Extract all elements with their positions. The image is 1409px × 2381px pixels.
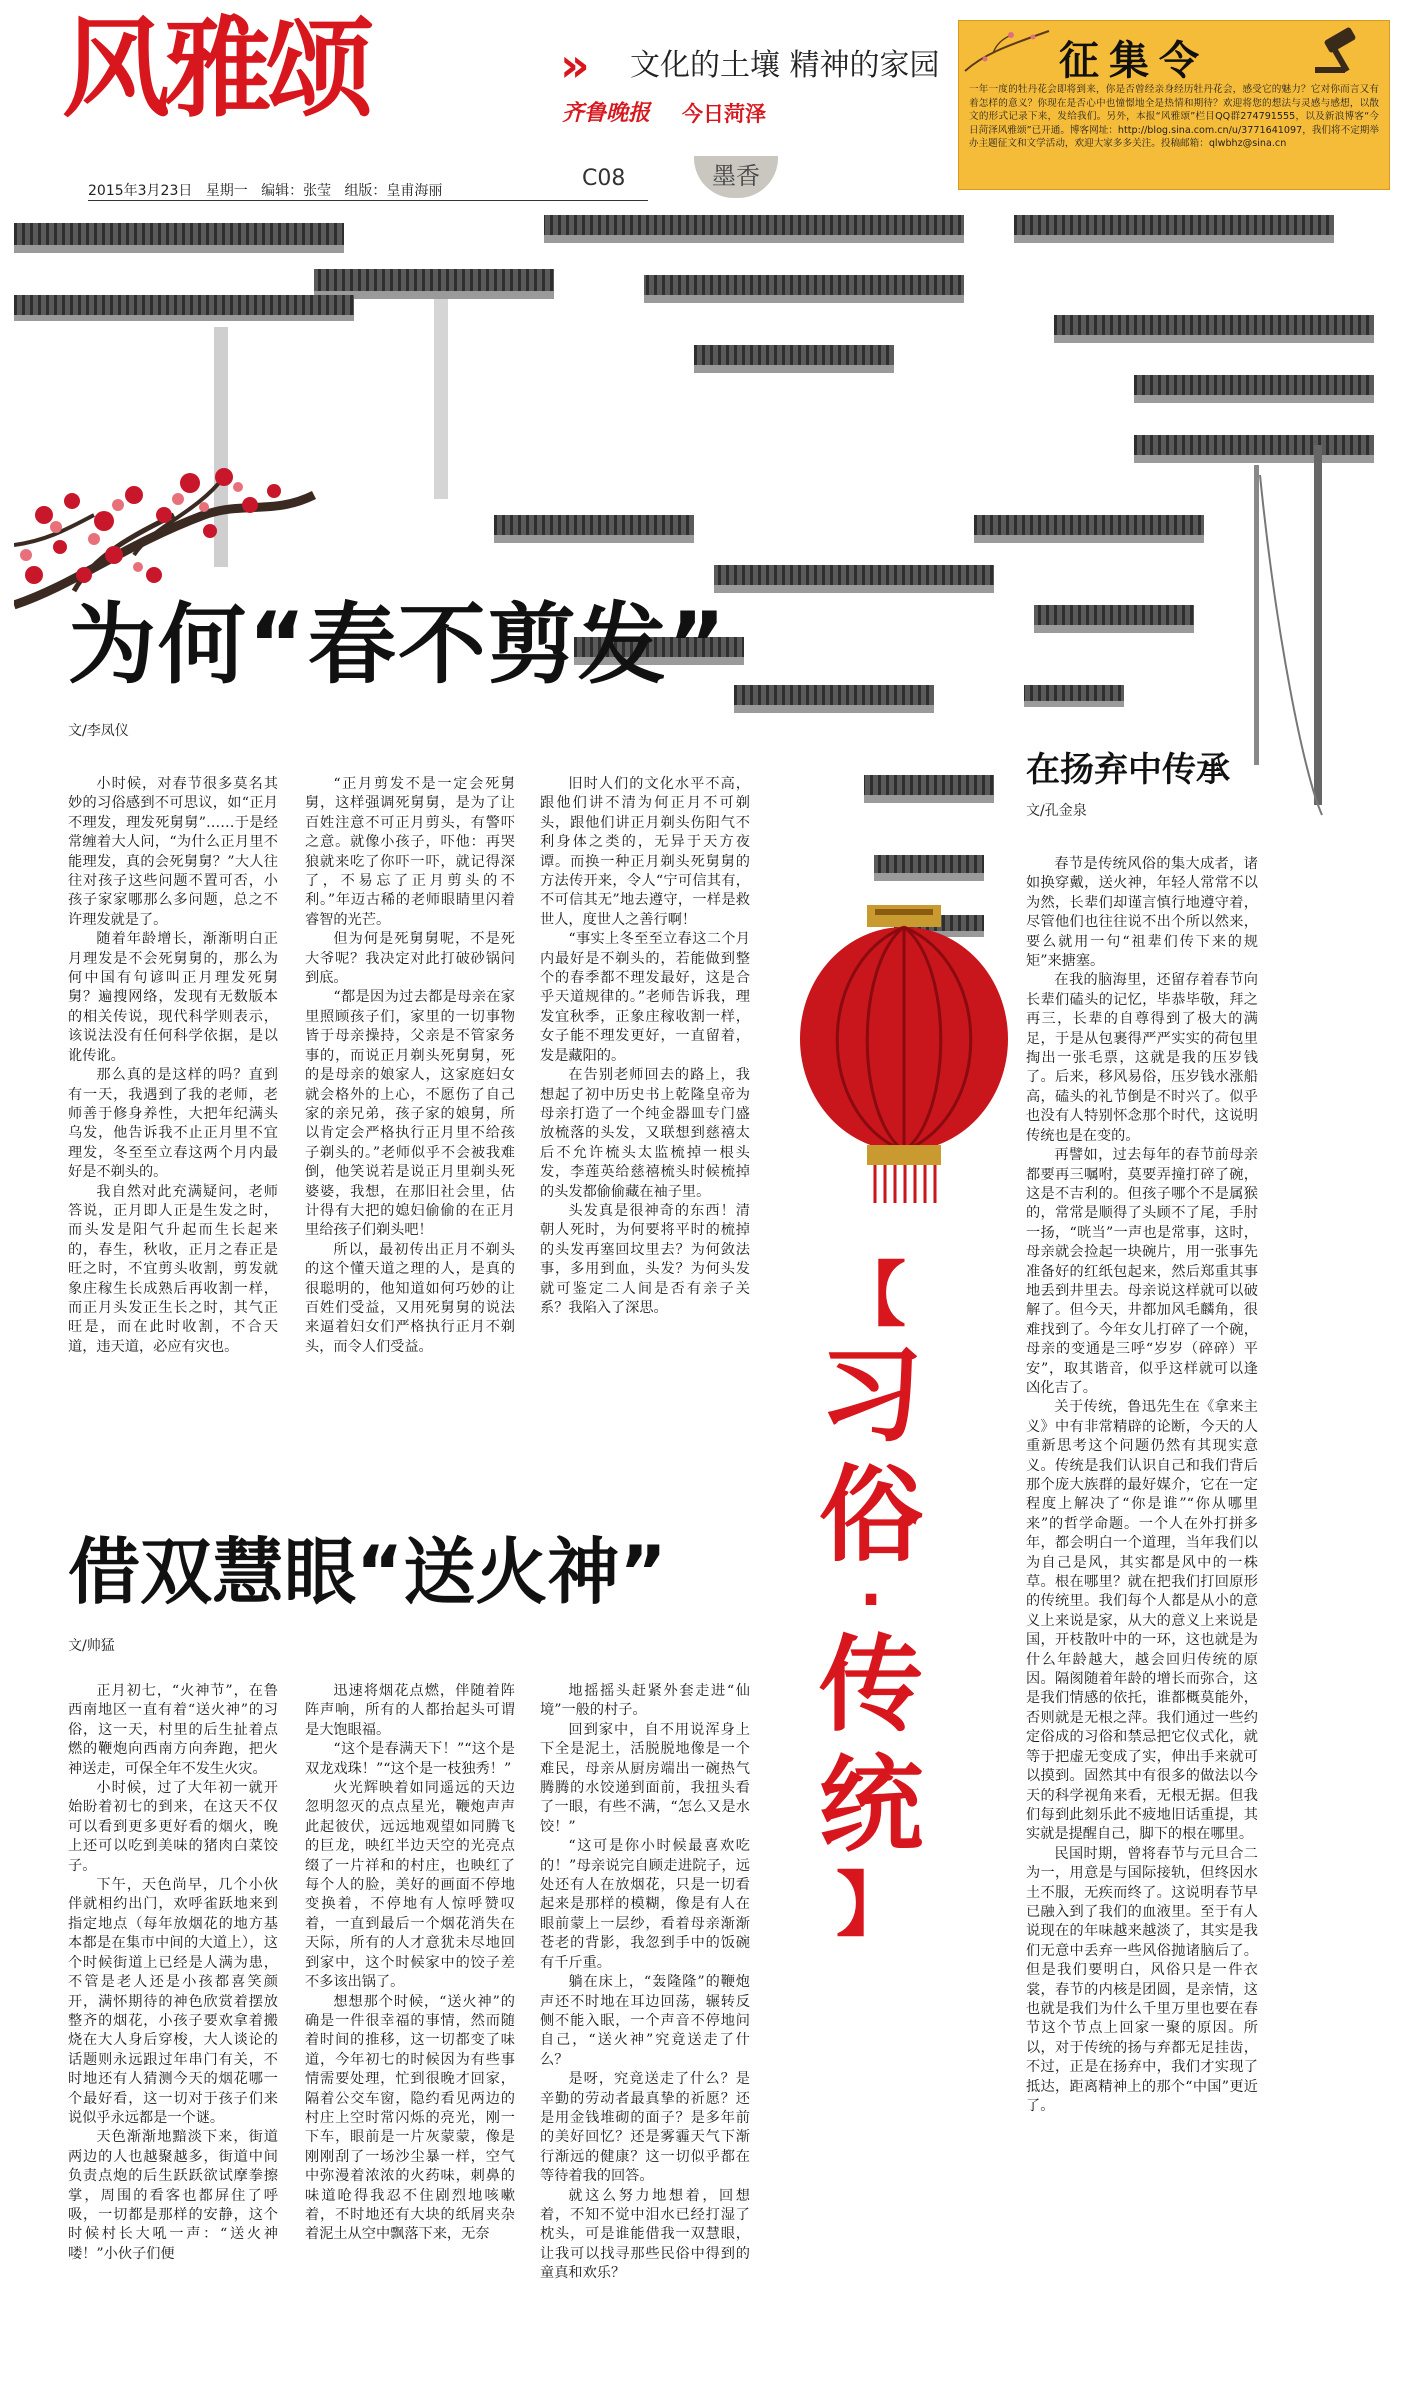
article3-headline: 在扬弃中传承: [1026, 750, 1230, 790]
masthead-chevron-icon: »: [560, 38, 590, 92]
article2-headline: 借双慧眼“送火神”: [68, 1530, 667, 1614]
paragraph: 那么真的是这样的吗？直到有一天，我遇到了我的老师，老师善于修身养性，大把年纪满头乌发，他告诉我不止正月里不宜理发，冬至至立春这两个月内最好是不剃头的。: [68, 1067, 278, 1181]
paragraph: 正月初七，“火神节”，在鲁西南地区一直有着“送火神”的习俗，这一天，村里的后生扯着点燃的鞭炮向西南方向奔跑，把火神送走，可保全年不发生火灾。: [68, 1683, 278, 1777]
red-lantern-icon: [795, 905, 1013, 1205]
paragraph: 地摇摇头赶紧外套走进“仙境”一般的村子。: [540, 1683, 750, 1719]
newspaper-logo: 齐鲁晚报: [562, 100, 651, 126]
editor-credit: 编辑：张莹: [261, 183, 332, 199]
paragraph: 小时候，过了大年初一就开始盼着初七的到来，在这天不仅可以看到更多更好看的烟火，晚上还可以吃到美味的猪肉白菜饺子。: [68, 1780, 278, 1874]
paragraph: 所以，最初传出正月不剃头的这个懂天道之理的人，是真的很聪明的，他知道如何巧妙的让百姓们受益，又用死舅舅的说法来逼着妇女们严格执行正月不剃头，而令人们受益。: [305, 1241, 515, 1355]
paragraph: 火光辉映着如同遥远的天边忽明忽灭的点点星光，鞭炮声声此起彼伏，远远地观望如同腾飞的巨龙，映红半边天空的光亮点缀了一片祥和的村庄，也映红了每个人的脸，美好的画面不停地变换着，不停地有人惊呼赞叹着，一直到最后一个烟花消失在天际，所有的人才意犹未尽地回到家中，这个时候家中的饺子差不多该出锅了。: [305, 1780, 515, 1991]
article3-byline: 文/孔金泉: [1026, 803, 1087, 819]
banner-char: 习: [818, 1334, 923, 1456]
issue-weekday: 星期一: [205, 183, 248, 199]
paragraph: 迅速将烟花点燃，伴随着阵阵声响，所有的人都抬起头可谓是大饱眼福。: [305, 1683, 515, 1738]
paragraph: “正月剪发不是一定会死舅舅，这样强调死舅舅，是为了让百姓注意不可正月剪头，有警吓之意。就像小孩子，吓他：再哭狼就来吃了你吓一吓，就记得深了，不易忘了正月剪头的不利。”年迈古稀的老师眼睛里闪着睿智的光芒。: [305, 776, 515, 928]
paragraph: 春节是传统风俗的集大成者，诸如换穿戴，送火神，年轻人常常不以为然，长辈们却谨言慎行地遵守着，尽管他们也往往说不出个所以然来，要么就用一句“祖辈们传下来的规矩”来搪塞。: [1026, 856, 1258, 970]
paragraph: 小时候，对春节很多莫名其妙的习俗感到不可思议，如“正月不理发，理发死舅舅”……于是经常缠着大人问，“为什么正月里不能理发，真的会死舅舅？”大人往往对孩子这些问题不置可否，小孩子家家哪那么多问题，总之不许理发就是了。: [68, 776, 278, 928]
article1-byline: 文/李凤仪: [68, 723, 129, 739]
paragraph: “这个是春满天下！”“这个是双龙戏珠！”“这个是一枝独秀！”: [305, 1741, 515, 1777]
paragraph: 随着年龄增长，渐渐明白正月理发是不会死舅舅的，那么为何中国有句谚叫正月理发死舅舅？遍搜网络，发现有无数版本的相关传说，现代科学则表示，该说法没有任何科学依据，是以讹传讹。: [68, 931, 278, 1064]
paragraph: 民国时期，曾将春节与元旦合二为一，用意是与国际接轨，但终因水土不服，无疾而终了。这说明春节早已融入到了我们的血液里。至于有人说现在的年味越来越淡了，其实是我们无意中丢弃一些风俗抛诸脑后了。但是我们要明白，风俗只是一件衣裳，春节的内核是团圆，是亲情，这也就是我们为什么千里万里也要在春节这个节点上回家一聚的原因。所以，对于传统的扬与弃都无足挂齿，不过，正是在扬弃中，我们才实现了抵达，距离精神上的那个“中国”更近了。: [1026, 1845, 1258, 2114]
issue-date: 2015年3月23日: [88, 183, 193, 199]
paragraph: 下午，天色尚早，几个小伙伴就相约出门，欢呼雀跃地来到指定地点（每年放烟花的地方基本都是在集市中间的大道上），这个时候街道上已经是人满为患，不管是老人还是小孩都喜笑颜开，满怀期待的神色欣赏着摆放整齐的烟花，小孩子要欢拿着搬烧在大人身后穿梭，大人谈论的话题则永远跟过年串门有关，不时地还有人猜测今天的烟花哪一个最好看，这一切对于孩子们来说似乎永远都是一个谜。: [68, 1877, 278, 2126]
article1-column-3: [540, 775, 750, 1455]
paragraph: 是呀，究竟送走了什么？是辛勤的劳动者最真挚的祈愿？还是用金钱堆砌的面子？是多年前的美好回忆？还是雾霾天气下渐行渐远的健康？这一切似乎都在等待着我的回答。: [540, 2071, 750, 2185]
masthead-rule: [88, 200, 648, 201]
call-for-submissions-box: [958, 20, 1390, 190]
notice-text: 一年一度的牡丹花会即将到来，你是否曾经亲身经历牡丹花会，感受它的魅力？它对你而言又有着怎样的意义？你现在是否心中也憧憬地全是热情和期待？欢迎将您的想法与灵感与感想，以散文的形式记录下来，发给我们。另外，本报“风雅颂”栏目QQ群274791555，以及新浪博客“今日菏泽风雅颂”已开通。博客网址：http://blog.sina.com.cn/u/3771641097，我们将不定期举办主题征文和文学活动，欢迎大家多多关注。投稿邮箱：qlwbhz@sina.cn: [969, 84, 1379, 150]
paragraph: 回到家中，自不用说浑身上下全是泥土，活脱脱地像是一个难民，母亲从厨房端出一碗热气腾腾的水饺递到面前，我扭头看了一眼，有些不满，“怎么又是水饺！”: [540, 1721, 750, 1835]
banner-dot: ·: [859, 1565, 883, 1635]
paragraph: 在告别老师回去的路上，我想起了初中历史书上乾隆皇帝为母亲打造了一个纯金器皿专门盛放梳落的头发，又联想到慈禧太后不允许梳头太监梳掉一根头发，李莲英给慈禧梳头时候梳掉的头发都偷偷藏在袖子里。: [540, 1067, 750, 1200]
paragraph: “都是因为过去都是母亲在家里照顾孩子们，家里的一切事物皆于母亲操持，父亲是不管家务事的，而说正月剃头死舅舅，死的是母亲的娘家人，这家庭妇女就会格外的上心，不愿伤了自己家的亲兄弟，孩子家的娘舅，所以肯定会严格执行正月里不给孩子剃头的。”老师似乎不会被我难倒，他笑说若是说正月里剃头死婆婆，我想，在那旧社会里，估计得有大把的媳妇偷偷的在正月里给孩子们剃头吧！: [305, 989, 515, 1239]
paragraph: 再譬如，过去每年的春节前母亲都要再三嘱咐，莫要弄撞打碎了碗，这是不吉利的。但孩子哪个不是属猴的，常常是顺得了头顾不了尾，手肘一扬，“咣当”一声也是常事，这时，母亲就会捡起一块碗片，用一张事先准备好的红纸包起来，然后郑重其事地丢到井里去。母亲说这样就可以破解了。但今天，井都加风毛麟角，很难找到了。今年女儿打碎了一个碗，母亲的变通是三呼“岁岁（碎碎）平安”，取其谐音，似乎这样就可以逢凶化吉了。: [1026, 1147, 1258, 1396]
paragraph: 在我的脑海里，还留存着春节向长辈们磕头的记忆，毕恭毕敬，拜之再三，长辈的自尊得到了极大的满足，于是从包裹得严严实实的荷包里掏出一张毛票，这就是我的压岁钱了。后来，移风易俗，压岁钱水涨船高，磕头的礼节倒是不时兴了。似乎也没有人特别怀念那个时代，这说明传统也是在变的。: [1026, 972, 1258, 1144]
masthead-title: 风雅颂: [62, 7, 369, 132]
gavel-icon: [1311, 27, 1367, 75]
article1-headline: 为何“春不剪发”: [68, 593, 728, 696]
paragraph: 旧时人们的文化水平不高，跟他们讲不清为何正月不可剃头，跟他们讲正月剃头伤阳气不利身体之类的，无异于天方夜谭。而换一种正月剃头死舅舅的方法传开来，令人“宁可信其有，不可信其无”地去遵守，一样是救世人，度世人之善行啊！: [540, 776, 750, 928]
paragraph: 就这么努力地想着，回想着，不知不觉中泪水已经打湿了枕头，可是谁能借我一双慧眼，让我可以找寻那些民俗中得到的童真和欢乐？: [540, 2187, 750, 2282]
banner-char: 俗: [818, 1454, 923, 1576]
masthead-slogan: 文化的土壤 精神的家园: [630, 48, 940, 83]
article1-column-1: [68, 775, 278, 1455]
article3-column: [1026, 855, 1258, 2355]
paragraph: 天色渐渐地黯淡下来，街道两边的人也越聚越多，街道中间负责点炮的后生跃跃欲试摩拳擦掌，周围的看客也都屏住了呼吸，一切都是那样的安静，这个时候村长大吼一声：“送火神喽！”小伙子们便: [68, 2129, 278, 2262]
paragraph: “事实上冬至至立春这二个月内最好是不剃头的，若能做到整个的春季都不理发最好，这是合乎天道规律的。”老师告诉我，理发宜秋季，正象庄稼收割一样，女子能不理发更好，一直留着，发是藏阳的。: [540, 931, 750, 1064]
layout-credit: 组版：皇甫海丽: [344, 183, 443, 199]
banner-char: 传: [818, 1624, 923, 1746]
edition-logo: 今日菏泽: [682, 102, 766, 126]
article2-column-1: [68, 1682, 278, 2372]
notice-title: 征集令: [1059, 38, 1209, 84]
plum-branch-icon: [963, 25, 1053, 75]
paragraph: 但为何是死舅舅呢，不是死大爷呢？我决定对此打破砂锅问到底。: [305, 931, 515, 987]
paragraph: 关于传统，鲁迅先生在《拿来主义》中有非常精辟的论断，今天的人重新思考这个问题仍然有其现实意义。传统是我们认识自己和我们背后那个庞大族群的最好媒介，它在一定程度上解决了“你是谁”“你从哪里来”的哲学命题。一个人在外打拼多年，都会明白一个道理，当年我们以为自己是风，其实都是风中的一株草。根在哪里？就在把我们打回原形的传统里。我们每个人都是从小的意义上来说是家，从大的意义上来说是国，开枝散叶中的一环，这也就是为什么年龄越大，越会回归传统的原因。隔阂随着年龄的增长而弥合，这是我们情感的依托，谁都概莫能外，否则就是无根之萍。我们通过一些约定俗成的习俗和禁忌把它仪式化，就等于把虚无变成了实，伸出手来就可以摸到。固然其中有很多的做法以今天的科学视角来看，无根无据。但我们每到此刻乐此不疲地旧话重提，其实就是提醒自己，脚下的根在哪里。: [1026, 1399, 1258, 1843]
dateline: [88, 180, 442, 200]
page-number: C08: [582, 166, 626, 191]
banner-close-bracket: 】: [836, 1864, 906, 1946]
banner-open-bracket: 【: [836, 1254, 906, 1336]
vertical-banner: [812, 1255, 930, 1945]
article1-column-2: [305, 775, 515, 1455]
paragraph: 想想那个时候，“送火神”的确是一件很幸福的事情，然而随着时间的推移，这一切都变了味道，今年初七的时候因为有些事情需要处理，忙到很晚才回家，隔着公交车窗，隐约看见两边的村庄上空时常闪烁的亮光，刚一下车，眼前是一片灰蒙蒙，像是刚刚刮了一场沙尘暴一样，空气中弥漫着浓浓的火药味，刺鼻的味道呛得我忍不住剧烈地咳嗽着，不时地还有大块的纸屑夹杂着泥土从空中飘落下来，无奈: [305, 1993, 515, 2243]
section-tag: 墨香: [694, 156, 778, 198]
paragraph: 头发真是很神奇的东西！清朝人死时，为何要将平时的梳掉的头发再塞回坟里去？为何敛法事，多用到血，头发？为何头发就可鉴定二人间是否有亲子关系？我陷入了深思。: [540, 1202, 750, 1316]
article2-column-2: [305, 1682, 515, 2372]
article2-column-3: [540, 1682, 750, 2372]
banner-char: 统: [818, 1744, 923, 1866]
article2-byline: 文/帅猛: [68, 1638, 115, 1654]
paragraph: “这可是你小时候最喜欢吃的！”母亲说完自顾走进院子，远处还有人在放烟花，只是一切看起来是那样的模糊，像是有人在眼前蒙上一层纱，看着母亲渐渐苍老的背影，我忽到手中的饭碗有千斤重。: [540, 1838, 750, 1971]
paragraph: 躺在床上，“轰隆隆”的鞭炮声还不时地在耳边回荡，辗转反侧不能入眠，一个声音不停地问自己，“送火神”究竟送走了什么？: [540, 1974, 750, 2068]
paragraph: 我自然对此充满疑问，老师答说，正月即人正是生发之时，而头发是阳气升起而生长起来的，春生，秋收，正月之春正是旺之时，不宜剪头收割，剪发就象庄稼生长成熟后再收割一样，而正月头发正生长之时，其气正旺是，而在此时收割，不合天道，违天道，必应有灾也。: [68, 1183, 278, 1355]
